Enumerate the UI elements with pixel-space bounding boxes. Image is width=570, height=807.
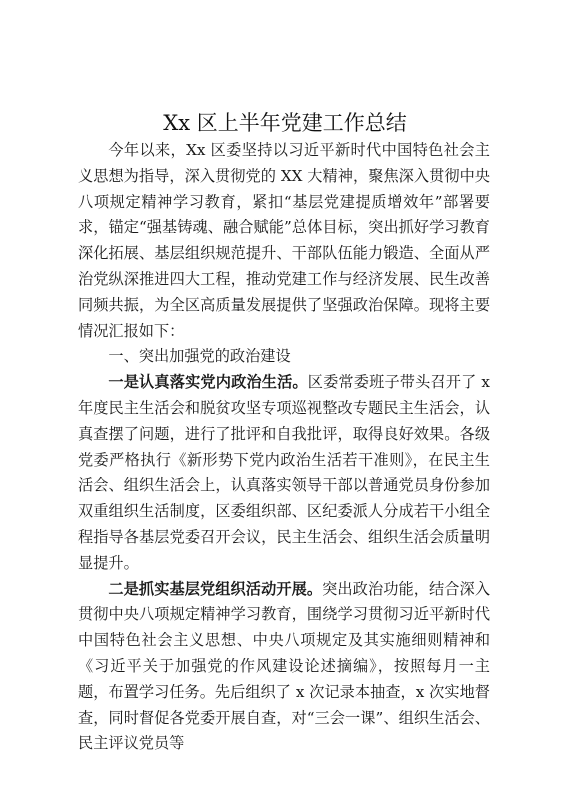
item-paragraph-1: [78, 370, 490, 576]
document-body: [78, 138, 490, 757]
item-lead-2: 二是抓实基层党组织活动开展。: [108, 579, 323, 598]
section-heading-1: 一、突出加强党的政治建设: [108, 347, 291, 366]
intro-paragraph: 今年以来，Xx 区委坚持以习近平新时代中国特色社会主义思想为指导，深入贯彻党的 XX 大精神，聚焦深入贯彻中央八项规定精神学习教育，紧扣“基层党建提质增效年”部署要求，锚定“强基铸魂、融合赋能”总体目标，突出抓好学习教育深化拓展、基层组织规范提升、干部队伍能力锻造、全面从严治党纵深推进四大工程，推动党建工作与经济发展、民生改善同频共振，为全区高质量发展提供了坚强政治保障。现将主要情况汇报如下：: [78, 141, 490, 340]
item-lead-1: 一是认真落实党内政治生活。: [108, 373, 308, 392]
item-body-2: 突出政治功能，结合深入贯彻中央八项规定精神学习教育，围绕学习贯彻习近平新时代中国特色社会主义思想、中央八项规定及其实施细则精神和《习近平关于加强党的作风建设论述摘编》，按照每月一主题，布置学习任务。先后组织了 x 次记录本抽查，x 次实地督查，同时督促各党委开展自查，对“三会一课”、组织生活会、民主评议党员等: [78, 579, 491, 753]
document-title: Xx 区上半年党建工作总结: [163, 111, 407, 135]
item-body-1: 区委常委班子带头召开了 x 年度民主生活会和脱贫攻坚专项巡视整改专题民主生活会，认真查摆了问题，进行了批评和自我批评，取得良好效果。各级党委严格执行《新形势下党内政治生活若干准则》，在民主生活会、组织生活会上，认真落实领导干部以普通党员身份参加双重组织生活制度，区委组织部、区纪委派人分成若干小组全程指导各基层党委召开会议，民主生活会、组织生活会质量明显提升。: [78, 373, 490, 572]
item-paragraph-2: [78, 577, 490, 758]
